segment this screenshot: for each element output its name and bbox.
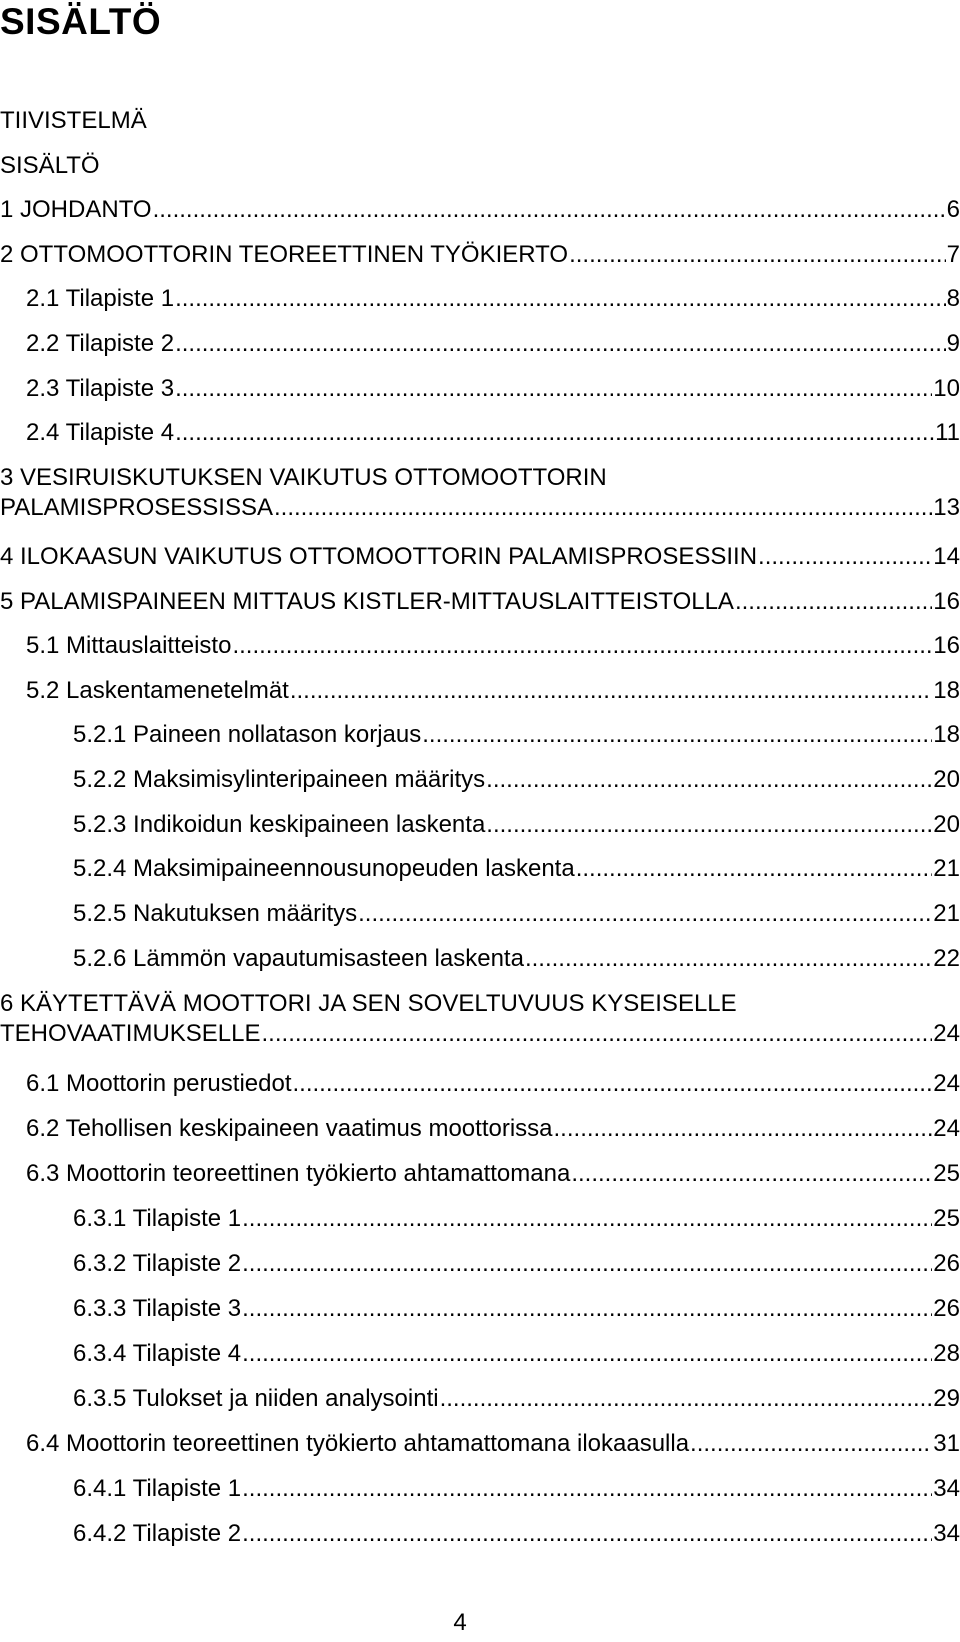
toc-entry-label: 2.3 Tilapiste 3 — [26, 375, 175, 402]
toc-entry-5-1[interactable] — [26, 631, 960, 661]
dot-leader — [525, 944, 932, 974]
toc-entry-label: PALAMISPROSESSISSA — [0, 494, 273, 521]
toc-entry-6[interactable] — [0, 989, 960, 1049]
toc-item-sisalto[interactable] — [0, 151, 100, 181]
toc-entry-page: 20 — [933, 766, 960, 793]
toc-entry-page: 10 — [933, 375, 960, 402]
dot-leader — [576, 854, 933, 884]
toc-item-label: SISÄLTÖ — [0, 152, 100, 179]
dot-leader — [175, 374, 932, 404]
toc-entry-5-2-6[interactable] — [73, 944, 960, 974]
toc-item-label: TIIVISTELMÄ — [0, 107, 147, 134]
toc-entry-page: 25 — [933, 1205, 960, 1232]
toc-entry-page: 18 — [933, 677, 960, 704]
dot-leader — [486, 810, 932, 840]
toc-entry-label: 6.2 Tehollisen keskipaineen vaatimus moottorissa — [26, 1115, 553, 1142]
toc-entry-label-line-1: 6 KÄYTETTÄVÄ MOOTTORI JA SEN SOVELTUVUUS KYSEISELLE — [0, 990, 737, 1017]
toc-entry-label: 6.3 Moottorin teoreettinen työkierto ahtamattomana — [26, 1160, 571, 1187]
toc-entry-2-2[interactable] — [26, 329, 960, 359]
dot-leader — [290, 676, 932, 706]
toc-item-tiivistelma[interactable] — [0, 106, 147, 136]
dot-leader — [232, 631, 932, 661]
toc-entry-2-4[interactable] — [26, 418, 960, 448]
toc-entry-page: 16 — [933, 588, 960, 615]
toc-entry-label: 6.3.1 Tilapiste 1 — [73, 1205, 242, 1232]
dot-leader — [153, 195, 946, 225]
dot-leader — [735, 587, 932, 617]
toc-entry-5[interactable] — [0, 587, 960, 617]
toc-entry-page: 9 — [946, 330, 960, 357]
toc-entry-label: 4 ILOKAASUN VAIKUTUS OTTOMOOTTORIN PALAMISPROSESSIIN — [0, 543, 758, 570]
toc-entry-page: 22 — [933, 945, 960, 972]
dot-leader — [422, 720, 932, 750]
toc-entry-6-1[interactable] — [26, 1069, 960, 1099]
toc-entry-page: 13 — [933, 494, 960, 521]
dot-leader — [242, 1249, 932, 1279]
toc-entry-label-line-1: 3 VESIRUISKUTUKSEN VAIKUTUS OTTOMOOTTORIN — [0, 464, 607, 491]
toc-entry-2-3[interactable] — [26, 374, 960, 404]
toc-entry-page: 26 — [933, 1295, 960, 1322]
toc-entry-label: 5.2.5 Nakutuksen määritys — [73, 900, 358, 927]
toc-entry-page: 20 — [933, 811, 960, 838]
toc-entry-page: 24 — [933, 1115, 960, 1142]
toc-entry-label: 5.2 Laskentamenetelmät — [26, 677, 289, 704]
toc-entry-page: 26 — [933, 1250, 960, 1277]
toc-entry-1[interactable] — [0, 195, 960, 225]
toc-entry-2[interactable] — [0, 240, 960, 270]
page-number: 4 — [453, 1609, 467, 1636]
toc-entry-label: 6.4 Moottorin teoreettinen työkierto ahtamattomana ilokaasulla — [26, 1430, 690, 1457]
toc-entry-page: 21 — [933, 855, 960, 882]
toc-entry-label: 5.2.1 Paineen nollatason korjaus — [73, 721, 422, 748]
toc-entry-page: 14 — [933, 543, 960, 570]
toc-entry-label: 5 PALAMISPAINEEN MITTAUS KISTLER-MITTAUSLAITTEISTOLLA — [0, 588, 734, 615]
toc-entry-label: 5.2.3 Indikoidun keskipaineen laskenta — [73, 811, 486, 838]
dot-leader — [175, 284, 946, 314]
toc-entry-label: 5.1 Mittauslaitteisto — [26, 632, 232, 659]
toc-entry-label: 6.4.1 Tilapiste 1 — [73, 1475, 242, 1502]
toc-entry-label: 6.4.2 Tilapiste 2 — [73, 1520, 242, 1547]
toc-entry-5-2-3[interactable] — [73, 810, 960, 840]
toc-entry-label: 5.2.2 Maksimisylinteripaineen määritys — [73, 766, 486, 793]
toc-entry-page: 28 — [933, 1340, 960, 1367]
toc-entry-5-2-5[interactable] — [73, 899, 960, 929]
toc-entry-5-2[interactable] — [26, 676, 960, 706]
toc-entry-5-2-1[interactable] — [73, 720, 960, 750]
toc-entry-6-4-1[interactable] — [73, 1474, 960, 1504]
toc-entry-6-4-2[interactable] — [73, 1519, 960, 1549]
dot-leader — [274, 493, 932, 523]
toc-entry-label: 2.2 Tilapiste 2 — [26, 330, 175, 357]
dot-leader — [758, 542, 932, 572]
dot-leader — [242, 1519, 932, 1549]
toc-entry-label: TEHOVAATIMUKSELLE — [0, 1020, 261, 1047]
toc-entry-page: 31 — [933, 1430, 960, 1457]
toc-entry-page: 21 — [933, 900, 960, 927]
toc-entry-2-1[interactable] — [26, 284, 960, 314]
toc-entry-label: 2 OTTOMOOTTORIN TEOREETTINEN TYÖKIERTO — [0, 241, 569, 268]
toc-entry-6-3[interactable] — [26, 1159, 960, 1189]
toc-entry-page: 6 — [946, 196, 960, 223]
toc-entry-page: 24 — [933, 1070, 960, 1097]
dot-leader — [175, 329, 946, 359]
toc-entry-label: 2.1 Tilapiste 1 — [26, 285, 175, 312]
dot-leader — [242, 1339, 932, 1369]
toc-entry-label: 5.2.4 Maksimipaineennousunopeuden laskenta — [73, 855, 575, 882]
dot-leader — [440, 1384, 933, 1414]
toc-entry-label: 6.3.4 Tilapiste 4 — [73, 1340, 242, 1367]
dot-leader — [554, 1114, 933, 1144]
dot-leader — [242, 1204, 932, 1234]
toc-entry-page: 18 — [933, 721, 960, 748]
toc-entry-5-2-2[interactable] — [73, 765, 960, 795]
toc-entry-6-4[interactable] — [26, 1429, 960, 1459]
dot-leader — [293, 1069, 933, 1099]
toc-entry-6-3-4[interactable] — [73, 1339, 960, 1369]
toc-entry-4[interactable] — [0, 542, 960, 572]
toc-entry-page: 34 — [933, 1475, 960, 1502]
dot-leader — [486, 765, 932, 795]
toc-entry-page: 29 — [933, 1385, 960, 1412]
page-title: SISÄLTÖ — [0, 1, 162, 42]
toc-entry-label: 6.3.2 Tilapiste 2 — [73, 1250, 242, 1277]
toc-entry-6-2[interactable] — [26, 1114, 960, 1144]
toc-entry-label: 2.4 Tilapiste 4 — [26, 419, 175, 446]
dot-leader — [242, 1294, 932, 1324]
toc-entry-label: 1 JOHDANTO — [0, 196, 152, 223]
toc-entry-page: 8 — [946, 285, 960, 312]
toc-entry-page: 11 — [935, 419, 960, 446]
toc-entry-6-3-5[interactable] — [73, 1384, 960, 1414]
toc-entry-6-3-1[interactable] — [73, 1204, 960, 1234]
dot-leader — [690, 1429, 932, 1459]
toc-entry-label: 6.3.3 Tilapiste 3 — [73, 1295, 242, 1322]
toc-entry-5-2-4[interactable] — [73, 854, 960, 884]
toc-entry-6-3-3[interactable] — [73, 1294, 960, 1324]
toc-entry-page: 25 — [933, 1160, 960, 1187]
toc-entry-label: 6.3.5 Tulokset ja niiden analysointi — [73, 1385, 439, 1412]
toc-entry-page: 24 — [933, 1020, 960, 1047]
dot-leader — [175, 418, 934, 448]
dot-leader — [571, 1159, 932, 1189]
dot-leader — [242, 1474, 932, 1504]
toc-entry-3[interactable] — [0, 463, 960, 523]
dot-leader — [569, 240, 946, 270]
toc-entry-page: 34 — [933, 1520, 960, 1547]
toc-entry-page: 16 — [933, 632, 960, 659]
dot-leader — [262, 1019, 933, 1049]
dot-leader — [358, 899, 932, 929]
toc-entry-page: 7 — [946, 241, 960, 268]
toc-entry-6-3-2[interactable] — [73, 1249, 960, 1279]
toc-entry-label: 5.2.6 Lämmön vapautumisasteen laskenta — [73, 945, 524, 972]
toc-entry-label: 6.1 Moottorin perustiedot — [26, 1070, 292, 1097]
